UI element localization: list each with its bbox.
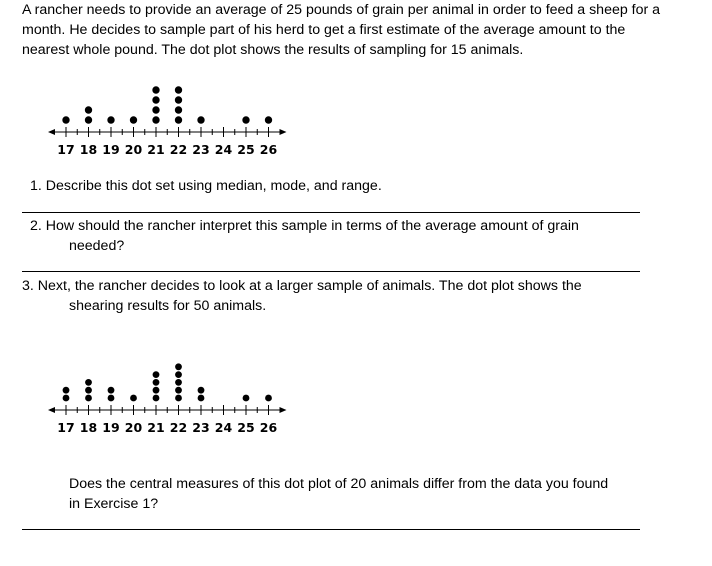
question-3-line-1: Next, the rancher decides to look at a larger sample of animals. The dot plot shows the — [37, 278, 582, 294]
data-dot — [152, 116, 159, 123]
data-dot — [63, 395, 70, 402]
data-dot — [130, 116, 137, 123]
data-dot — [175, 379, 182, 386]
question-2-cont: needed? — [69, 238, 125, 254]
tick-label: 18 — [79, 142, 98, 157]
tick-label: 17 — [57, 420, 75, 435]
dot-plot-15-animals — [50, 70, 290, 160]
data-dot — [175, 96, 182, 103]
data-dot — [175, 395, 182, 402]
tick-label: 19 — [102, 142, 120, 157]
data-dot — [85, 395, 92, 402]
data-dot — [152, 106, 159, 113]
data-dot — [198, 395, 205, 402]
data-dot — [175, 371, 182, 378]
question-2-line-1: How should the rancher interpret this sample in terms of the average amount of grain — [45, 218, 579, 234]
answer-line-1 — [22, 212, 640, 213]
data-dot — [62, 116, 69, 123]
data-dot — [63, 387, 70, 394]
answer-line-2 — [22, 271, 640, 272]
data-dot — [175, 116, 182, 123]
data-dot — [130, 395, 137, 402]
data-dot — [85, 379, 92, 386]
data-dot — [198, 387, 205, 394]
data-dot — [152, 86, 159, 93]
intro-paragraph: A rancher needs to provide an average of 25 pounds of grain per animal in order to feed a sheep for a month. He decides to sample part of his herd to get a first estimate of the average amount to the nearest whole pound. The dot plot shows the results of sampling for 15 animals. — [22, 2, 661, 58]
tick-label: 23 — [192, 142, 210, 157]
data-dot — [152, 96, 159, 103]
tick-label: 18 — [79, 420, 98, 435]
question-1-text: Describe this dot set using median, mode, and range. — [45, 178, 382, 194]
tick-label: 22 — [169, 420, 188, 435]
answer-line-4 — [22, 529, 640, 530]
tick-label: 21 — [147, 142, 165, 157]
question-3 — [22, 276, 582, 296]
data-dot — [107, 116, 114, 123]
tick-label: 23 — [192, 420, 210, 435]
question-3-cont: shearing results for 50 animals. — [69, 298, 267, 314]
tick-label: 24 — [214, 420, 233, 435]
question-3-number: 3. — [22, 278, 34, 294]
question-4-line-1: Does the central measures of this dot plot of 20 animals differ from the data you found — [69, 476, 609, 492]
data-dot — [108, 387, 115, 394]
dot-plot-50-animals — [50, 340, 290, 440]
question-4-line-2: in Exercise 1? — [69, 496, 159, 512]
tick-label: 24 — [214, 142, 233, 157]
tick-label: 17 — [57, 142, 75, 157]
data-dot — [175, 363, 182, 370]
data-dot — [243, 395, 250, 402]
data-dot — [85, 116, 92, 123]
question-1 — [30, 176, 382, 196]
tick-label: 26 — [259, 420, 278, 435]
question-1-number: 1. — [30, 178, 42, 194]
tick-label: 25 — [237, 420, 255, 435]
data-dot — [153, 371, 160, 378]
data-dot — [153, 379, 160, 386]
data-dot — [153, 387, 160, 394]
data-dot — [175, 106, 182, 113]
data-dot — [108, 395, 115, 402]
data-dot — [242, 116, 249, 123]
tick-label: 20 — [124, 142, 143, 157]
data-dot — [265, 395, 272, 402]
tick-label: 19 — [102, 420, 120, 435]
data-dot — [153, 395, 160, 402]
data-dot — [175, 387, 182, 394]
axis-arrow-right-icon — [280, 407, 287, 413]
tick-label: 21 — [147, 420, 165, 435]
tick-label: 22 — [169, 142, 188, 157]
question-2 — [30, 216, 579, 236]
tick-label: 26 — [259, 142, 278, 157]
axis-arrow-left-icon — [48, 129, 55, 135]
tick-label: 25 — [237, 142, 255, 157]
tick-label: 20 — [124, 420, 143, 435]
data-dot — [197, 116, 204, 123]
question-2-number: 2. — [30, 218, 42, 234]
data-dot — [85, 387, 92, 394]
data-dot — [265, 116, 272, 123]
data-dot — [175, 86, 182, 93]
data-dot — [85, 106, 92, 113]
axis-arrow-right-icon — [280, 129, 287, 135]
axis-arrow-left-icon — [48, 407, 55, 413]
